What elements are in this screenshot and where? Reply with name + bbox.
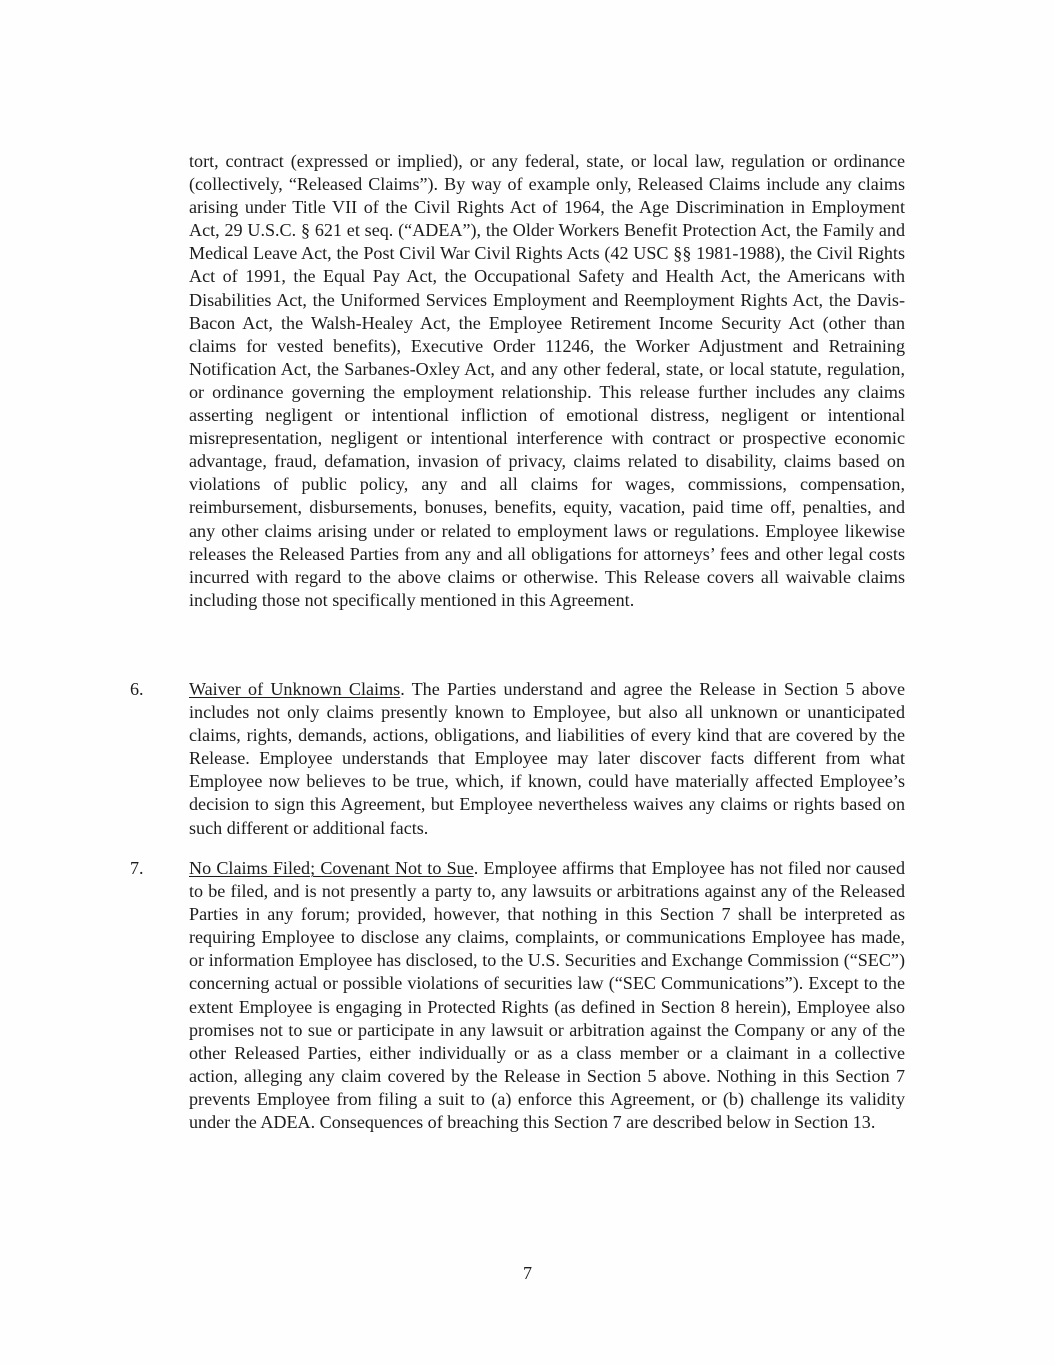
- section-body: [189, 857, 905, 1134]
- section-text: . Employee affirms that Employee has not filed nor caused to be filed, and is not presently a party to, any lawsuits or arbitrations against any of the Released Parties in any forum; provided, however, that nothing in this Section 7 shall be interpreted as requiring Employee to disclose any claims, complaints, or communications Employee has made, or information Employee has disclosed, to the U.S. Securities and Exchange Commission (“SEC”) concerning actual or possible violations of securities law (“SEC Communications”). Except to the extent Employee is engaging in Protected Rights (as defined in Section 8 herein), Employee also promises not to sue or participate in any lawsuit or arbitration against the Company or any of the other Released Parties, either individually or as a class member or a claimant in a collective action, alleging any claim covered by the Release in Section 5 above. Nothing in this Section 7 prevents Employee from filing a suit to (a) enforce this Agreement, or (b) challenge its validity under the ADEA. Consequences of breaching this Section 7 are described below in Section 13.: [189, 858, 905, 1133]
- release-continuation-paragraph: tort, contract (expressed or implied), or any federal, state, or local law, regulation or ordinance (collectively, “Released Claims”). By way of example only, Released Claims include any claims arising under Title VII of the Civil Rights Act of 1964, the Age Discrimination in Employment Act, 29 U.S.C. § 621 et seq. (“ADEA”), the Older Workers Benefit Protection Act, the Family and Medical Leave Act, the Post Civil War Civil Rights Acts (42 USC §§ 1981-1988), the Civil Rights Act of 1991, the Equal Pay Act, the Occupational Safety and Health Act, the Americans with Disabilities Act, the Uniformed Services Employment and Reemployment Rights Act, the Davis-Bacon Act, the Walsh-Healey Act, the Employee Retirement Income Security Act (other than claims for vested benefits), Executive Order 11246, the Worker Adjustment and Retraining Notification Act, the Sarbanes-Oxley Act, and any other federal, state, or local statute, regulation, or ordinance governing the employment relationship. This release further includes any claims asserting negligent or intentional infliction of emotional distress, negligent or intentional misrepresentation, negligent or intentional interference with contract or prospective economic advantage, fraud, defamation, invasion of privacy, claims related to disability, claims based on violations of public policy, any and all claims for wages, commissions, compensation, reimbursement, disbursements, bonuses, benefits, equity, vacation, paid time off, penalties, and any other claims arising under or related to employment laws or regulations. Employee likewise releases the Released Parties from any and all obligations for attorneys’ fees and other legal costs incurred with regard to the above claims or otherwise. This Release covers all waivable claims including those not specifically mentioned in this Agreement.: [189, 151, 905, 610]
- page-number: 7: [522, 1263, 533, 1283]
- section-heading: Waiver of Unknown Claims: [189, 679, 401, 699]
- section-text: . The Parties understand and agree the Release in Section 5 above includes not only claims presently known to Employee, but also all unknown or unanticipated claims, rights, demands, actions, obligations, and liabilities of every kind that are covered by the Release. Employee understands that Employee may later discover facts different from what Employee now believes to be true, which, if known, could have materially affected Employee’s decision to sign this Agreement, but Employee nevertheless waives any claims or rights based on such different or additional facts.: [189, 679, 905, 838]
- section-body: [189, 678, 905, 840]
- section-number: 6.: [130, 679, 144, 699]
- section-number: 7.: [130, 858, 144, 878]
- section-heading: No Claims Filed; Covenant Not to Sue: [189, 858, 474, 878]
- section-6: [130, 678, 905, 840]
- section-7: [130, 857, 905, 1134]
